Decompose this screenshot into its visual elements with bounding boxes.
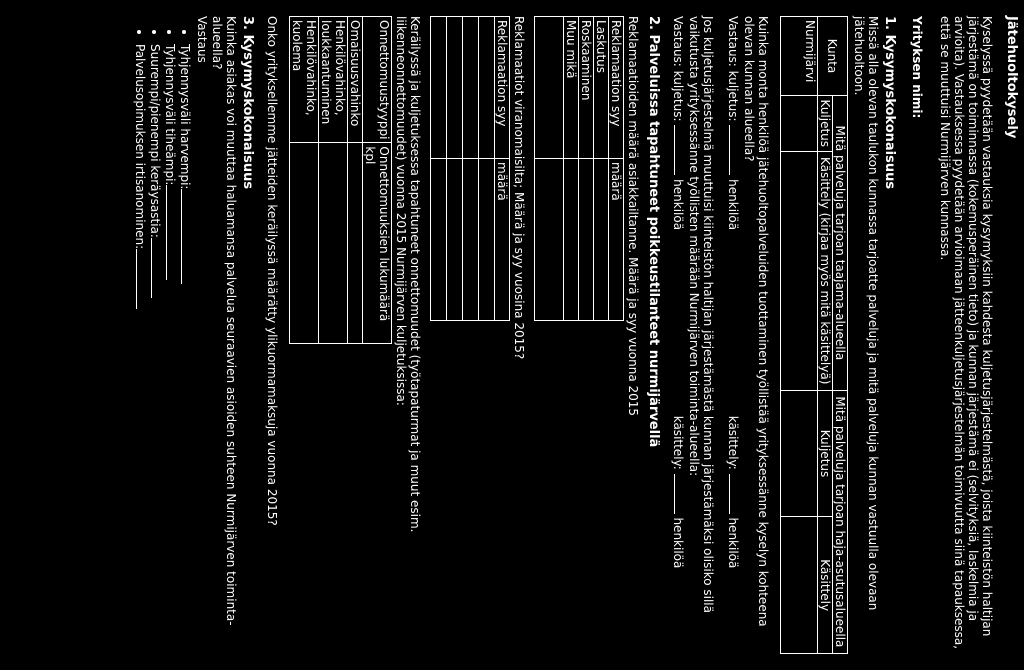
cell-empty[interactable]: [781, 390, 818, 517]
section2-heading: 2. Palveluissa tapahtuneet poikkeustilanteet nurmijärvellä: [646, 16, 661, 448]
sub-kuljetus-2: Kuljetus: [818, 390, 833, 517]
intro-paragraph: Kyselyssä pyydetään vastauksia kysymyksiin kahdesta kuljetusjärjestelmästä, joista kiinteistön haltijan järjestämä on toiminnassa (kokemusperäinen tieto) ja kunnan järjestämä ei (selvityksiä, laskelmia ja arvioita). Vastauksessa pyydetään arvioimaan jätteenkuljetusjärjestelmän toimivuutta siinä tapauksessa, että se muuttuisi Nurmijärven kunnassa.: [938, 16, 994, 650]
s2-question-2: Reklamaatiot viranomaisilta; Määrä ja syy vuosina 2015?: [512, 16, 526, 360]
s1-question-1: Kuinka monta henkilöä jätehuoltopalveluiden tuottaminen työllistää yrityksessänne kyselyn kohteena olevan kunnan alueella?: [742, 16, 770, 627]
section3-heading: 3. Kysymyskokonaisuus: [240, 16, 255, 190]
sub-kuljetus-1: Kuljetus: [818, 96, 833, 152]
sub-kasittely-2: Käsittely: [818, 517, 833, 654]
customer-complaints-table: Reklamaation syy määrä Laskutus Roskaaminen Muu mikä: [534, 16, 624, 321]
answer-blank[interactable]: [674, 125, 686, 175]
section1-heading: 1. Kysymyskokonaisuus: [882, 16, 897, 190]
list-item: • Palvelusopimuksen irtisanominen:: [133, 44, 148, 656]
list-item: • Tyhjennysväli tiheämpi:: [163, 44, 178, 656]
list-item: • Tyhjennysväli harvempi:: [178, 44, 193, 656]
col-kunta: Kunta: [818, 17, 848, 96]
s2-question-4: Onko yrityksellemme jätteiden keräilyssä määrätty ylikuormamaksuja vuonna 2015?: [265, 16, 279, 526]
document-title: Jätehuoltokysely: [1004, 16, 1019, 139]
section3-answer-label: Vastaus: [195, 16, 209, 63]
s1-answer-2: Vastaus: kuljetus: henkilöä käsittely: henkilöä: [671, 16, 685, 569]
accidents-table: Onnettomuustyyppi Onnettomuuksien lukumäärä kpl Omaisuusvahinko Henkilövahinko, loukkaantuminen Henkilövahinko, kuolema: [289, 16, 392, 344]
answer-blank[interactable]: [729, 125, 741, 175]
cell-empty[interactable]: [781, 151, 818, 390]
s1-question-2: Jos kuljetusjärjestelmä muuttuisi kiinteistön haltijan järjestämästä kunnan järjestämäksi olisiko sillä vaikutusta yrityksessänne työllisten määrään Nurmijärven toiminta-alueella:: [687, 16, 715, 613]
list-item: • Suurempi/pienempi keräysastia:: [148, 44, 163, 656]
row-nurmijarvi: Nurmijärvi: [781, 17, 818, 96]
answer-blank[interactable]: [674, 474, 686, 514]
s2-question-1: Reklamaatioiden määrä asiakkailtanne. Määrä ja syy vuonna 2015: [626, 16, 640, 417]
section3-text: Kuinka asiakas voi muuttaa haluamansa palvelua seuraavien asioiden suhteen Nurmijärven toiminta-alueella?: [210, 16, 238, 626]
sub-kasittely-1: Käsittely (kirjaa myös mitä käsittelyä): [818, 151, 833, 390]
cell-empty[interactable]: [781, 96, 818, 152]
s2-question-3: Keräilyssä ja kuljetuksessa tapahtuneet onnettomuudet (työtapaturmat ja muut esim. liikenneonnettomuudet) vuonna 2015 Nurmijärven kuljetuksissa:: [394, 16, 422, 533]
cell-empty[interactable]: [781, 517, 818, 654]
group-taajama: Mitä palveluja tarjoan taajama-alueella: [833, 96, 848, 391]
section1-text: Missä alla olevan taulukon kunnassa tarjoatte palveluja ja mitä palveluja kunnan vastuulla olevaan jätehuoltoon.: [852, 16, 880, 611]
group-haja: Mitä palveluja tarjoan haja-asutusalueella: [833, 390, 848, 653]
section3-list: [133, 16, 193, 656]
services-table: [780, 16, 848, 654]
company-name-label: Yrityksen nimi:: [910, 16, 924, 119]
authority-complaints-table: Reklamaation syy määrä: [430, 16, 510, 321]
s1-answer-1: Vastaus: kuljetus: henkilöä käsittely: henkilöä: [726, 16, 740, 569]
answer-blank[interactable]: [729, 474, 741, 514]
